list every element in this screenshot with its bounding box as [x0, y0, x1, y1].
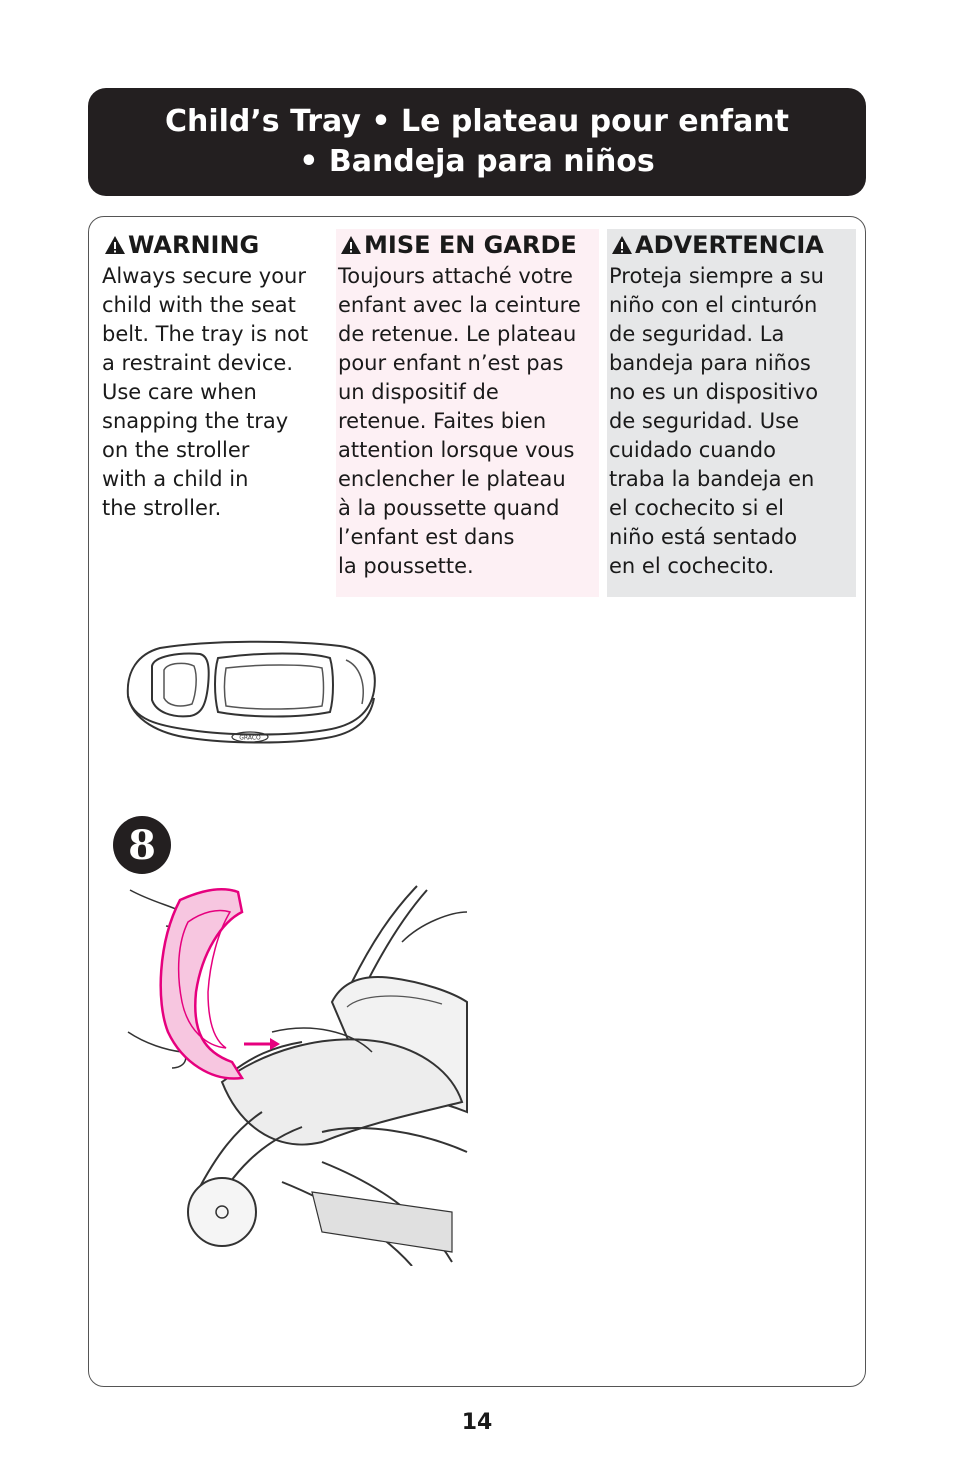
warning-text: Proteja siempre a su niño con el cinturón de seguridad. La bandeja para niños no es un dispositivo de seguridad. Use cuidado cuando traba la bandeja en el cochecito si el niño está sentado en el cochecito.: [609, 264, 824, 578]
section-title-line-2: • Bandeja para niños: [299, 144, 655, 179]
warning-english: [100, 229, 322, 523]
warning-title: MISE EN GARDE: [364, 231, 577, 259]
section-header: [88, 88, 866, 196]
warning-triangle-icon: [611, 235, 633, 255]
warning-text: Toujours attaché votre enfant avec la ceinture de retenue. Le plateau pour enfant n’est pas un dispositif de retenue. Faites bien attention lorsque vous enclencher le plateau à la poussette quand l’enfant est dans la poussette.: [338, 264, 581, 578]
section-title-line-1: Child’s Tray • Le plateau pour enfant: [164, 104, 790, 139]
warning-triangle-icon: [340, 235, 362, 255]
tray-logo: GRACO: [239, 734, 261, 742]
tray-illustration: [120, 636, 382, 748]
warning-text: Always secure your child with the seat belt. The tray is not a restraint device. Use care when snapping the tray on the stroller with a child in the stroller.: [102, 264, 309, 520]
warning-spanish: [607, 229, 856, 597]
page-number: 14: [461, 1410, 493, 1435]
tray-attach-illustration: [122, 882, 472, 1266]
warning-title: WARNING: [128, 231, 260, 259]
warning-title: ADVERTENCIA: [635, 231, 824, 259]
warning-triangle-icon: [104, 235, 126, 255]
warning-french: [336, 229, 599, 597]
step-number-badge: 8: [113, 816, 171, 874]
